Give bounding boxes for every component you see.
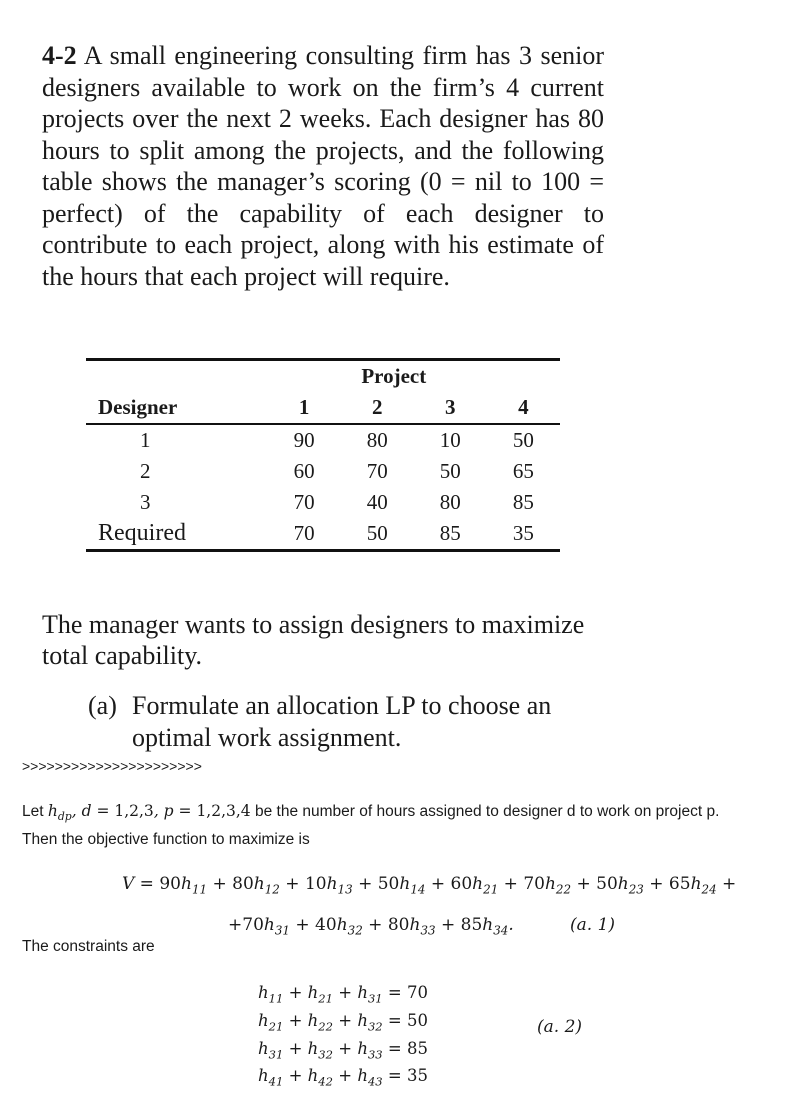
project-col-4: 4 bbox=[487, 392, 560, 424]
objective-line-1: $V = 90h_{11} + 80h_{12} + 10h_{13} + 50h_{14} + 60h_{21} + 70h_{22} + 50h_{23} + 65h_{24}$ + bbox=[122, 874, 737, 897]
designer-header: Designer bbox=[86, 392, 268, 424]
row-label: 2 bbox=[140, 459, 151, 483]
table-cell: 65 bbox=[512, 459, 534, 483]
problem-statement bbox=[42, 40, 604, 292]
table-cell: 70 bbox=[366, 459, 388, 483]
equation-tag-2: (a. 2) bbox=[537, 1017, 583, 1037]
part-a-line1: Formulate an allocation LP to choose an bbox=[132, 691, 552, 720]
equation-tag-1: (a. 1) bbox=[570, 915, 616, 935]
table-cell: 80 bbox=[366, 428, 388, 452]
problem-text: A small engineering consulting firm has 3 senior designers available to work on the firm’s 4 current projects over the next 2 weeks. Each designer has 80 hours to split among the projects, and the following table shows the manager’s scoring (0 = nil to 100 = perfect) of the capability of each designer to contribute to each project, along with his estimate of the hours that each project will require. bbox=[42, 41, 604, 291]
variable-definition: Let $h_{dp}$, d = 1,2,3, p = 1,2,3,4 be the number of hours assigned to designer d to work on project p. Then the objective function to maximize is bbox=[22, 802, 720, 849]
table-row bbox=[86, 518, 560, 551]
table-row bbox=[86, 456, 560, 487]
project-col-1: 1 bbox=[268, 392, 341, 424]
objective-line-2: $+70h_{31} + 40h_{32} + 80h_{33} + 85h_{34}$. bbox=[228, 915, 514, 938]
project-col-2: 2 bbox=[341, 392, 414, 424]
table-cell: 85 bbox=[414, 518, 487, 551]
constraints-block bbox=[258, 982, 428, 1093]
project-group-header: Project bbox=[361, 364, 427, 388]
constraint-row: $h_{41} + h_{42} + h_{43} = 35$ bbox=[258, 1066, 428, 1089]
table-cell: 80 bbox=[439, 490, 461, 514]
table-cell: 50 bbox=[512, 428, 534, 452]
table-cell: 50 bbox=[439, 459, 461, 483]
table-cell: 50 bbox=[341, 518, 414, 551]
table-row bbox=[86, 487, 560, 518]
table-cell: 60 bbox=[293, 459, 315, 483]
table-cell: 70 bbox=[293, 490, 315, 514]
part-a-label: (a) bbox=[88, 691, 117, 720]
part-a bbox=[88, 690, 604, 754]
constraint-row: $h_{31} + h_{32} + h_{33} = 85$ bbox=[258, 1038, 428, 1061]
table-cell: 85 bbox=[512, 490, 534, 514]
capability-table bbox=[86, 358, 560, 552]
constraint-row: $h_{11} + h_{21} + h_{31} = 70$ bbox=[258, 983, 428, 1006]
separator: >>>>>>>>>>>>>>>>>>>>>> bbox=[22, 758, 202, 774]
table-cell: 35 bbox=[487, 518, 560, 551]
project-col-3: 3 bbox=[414, 392, 487, 424]
let-line1: be the number of hours assigned to designer d to work on project p. bbox=[254, 803, 720, 820]
constraint-row: $h_{21} + h_{22} + h_{32} = 50$ bbox=[258, 1010, 428, 1034]
table-cell: 70 bbox=[268, 518, 341, 551]
variable-math: $h_{dp}$, d = 1,2,3, p = 1,2,3,4 bbox=[47, 802, 251, 824]
table-row bbox=[86, 424, 560, 456]
let-line2: Then the objective function to maximize is bbox=[22, 831, 310, 849]
row-label: 3 bbox=[140, 490, 151, 514]
row-label: Required bbox=[86, 518, 268, 551]
table-cell: 40 bbox=[366, 490, 388, 514]
manager-statement: The manager wants to assign designers to maximize total capability. bbox=[42, 610, 585, 670]
constraints-label: The constraints are bbox=[22, 938, 155, 955]
part-a-line2: optimal work assignment. bbox=[132, 723, 402, 752]
problem-number: 4-2 bbox=[42, 41, 77, 70]
table-cell: 90 bbox=[293, 428, 315, 452]
row-label: 1 bbox=[140, 428, 151, 452]
table-cell: 10 bbox=[439, 428, 461, 452]
